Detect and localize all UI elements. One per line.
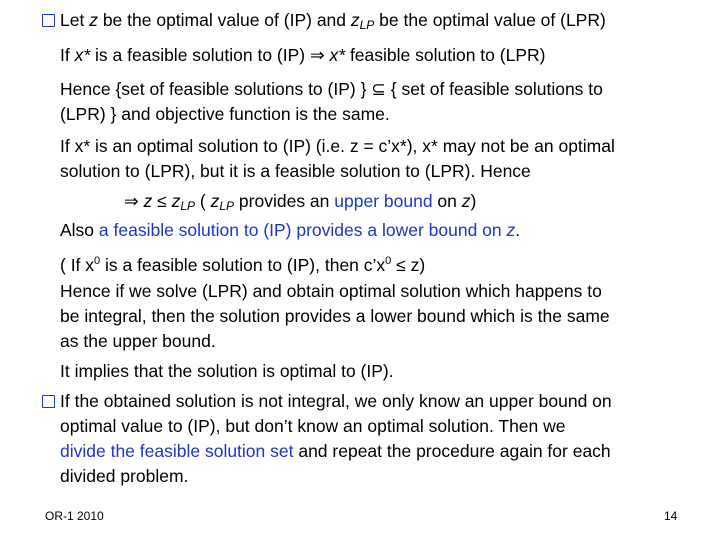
checkbox-bullet-icon: [42, 395, 55, 408]
line-8: Also a feasible solution to (IP) provides a lower bound on z.: [60, 220, 521, 240]
upper-bound-highlight: upper bound: [334, 191, 433, 211]
line-7: ⇒ $z \le z_{LP}$ ( $z_{LP}$ provides an upper bound on z): [124, 191, 477, 213]
line-5: If x* is an optimal solution to (IP) (i.e. z = c’x*), x* may not be an optimal: [60, 136, 615, 156]
line-12: as the upper bound.: [60, 331, 216, 351]
line-13: It implies that the solution is optimal to (IP).: [60, 361, 394, 381]
page-number: 14: [664, 509, 678, 523]
line-9: ( If $x^0$ is a feasible solution to (IP), then $c’x^0 \le z$): [60, 255, 426, 275]
line-4: (LPR) } and objective function is the same.: [60, 104, 390, 124]
line-10: Hence if we solve (LPR) and obtain optimal solution which happens to: [60, 281, 602, 301]
line-17: divided problem.: [60, 466, 189, 486]
line-14: If the obtained solution is not integral, we only know an upper bound on: [60, 391, 612, 411]
line-3: Hence {set of feasible solutions to (IP) } ⊆ { set of feasible solutions to: [60, 79, 603, 99]
divide-feasible-set-highlight: divide the feasible solution set: [60, 441, 294, 461]
checkbox-bullet-icon: [42, 14, 55, 27]
line-6: solution to (LPR), but it is a feasible solution to (LPR). Hence: [60, 161, 531, 181]
line-11: be integral, then the solution provides a lower bound which is the same: [60, 306, 610, 326]
line-1: Let z be the optimal value of (IP) and $z_{LP}$ be the optimal value of (LPR): [60, 10, 606, 32]
line-2: If x* is a feasible solution to (IP) ⇒ x* feasible solution to (LPR): [60, 45, 546, 65]
lower-bound-highlight: a feasible solution to (IP) provides a lower bound on z: [98, 220, 516, 240]
line-15: optimal value to (IP), but don’t know an optimal solution. Then we: [60, 416, 566, 436]
footer-label: OR-1 2010: [45, 509, 104, 523]
line-16: divide the feasible solution set and repeat the procedure again for each: [60, 441, 611, 461]
